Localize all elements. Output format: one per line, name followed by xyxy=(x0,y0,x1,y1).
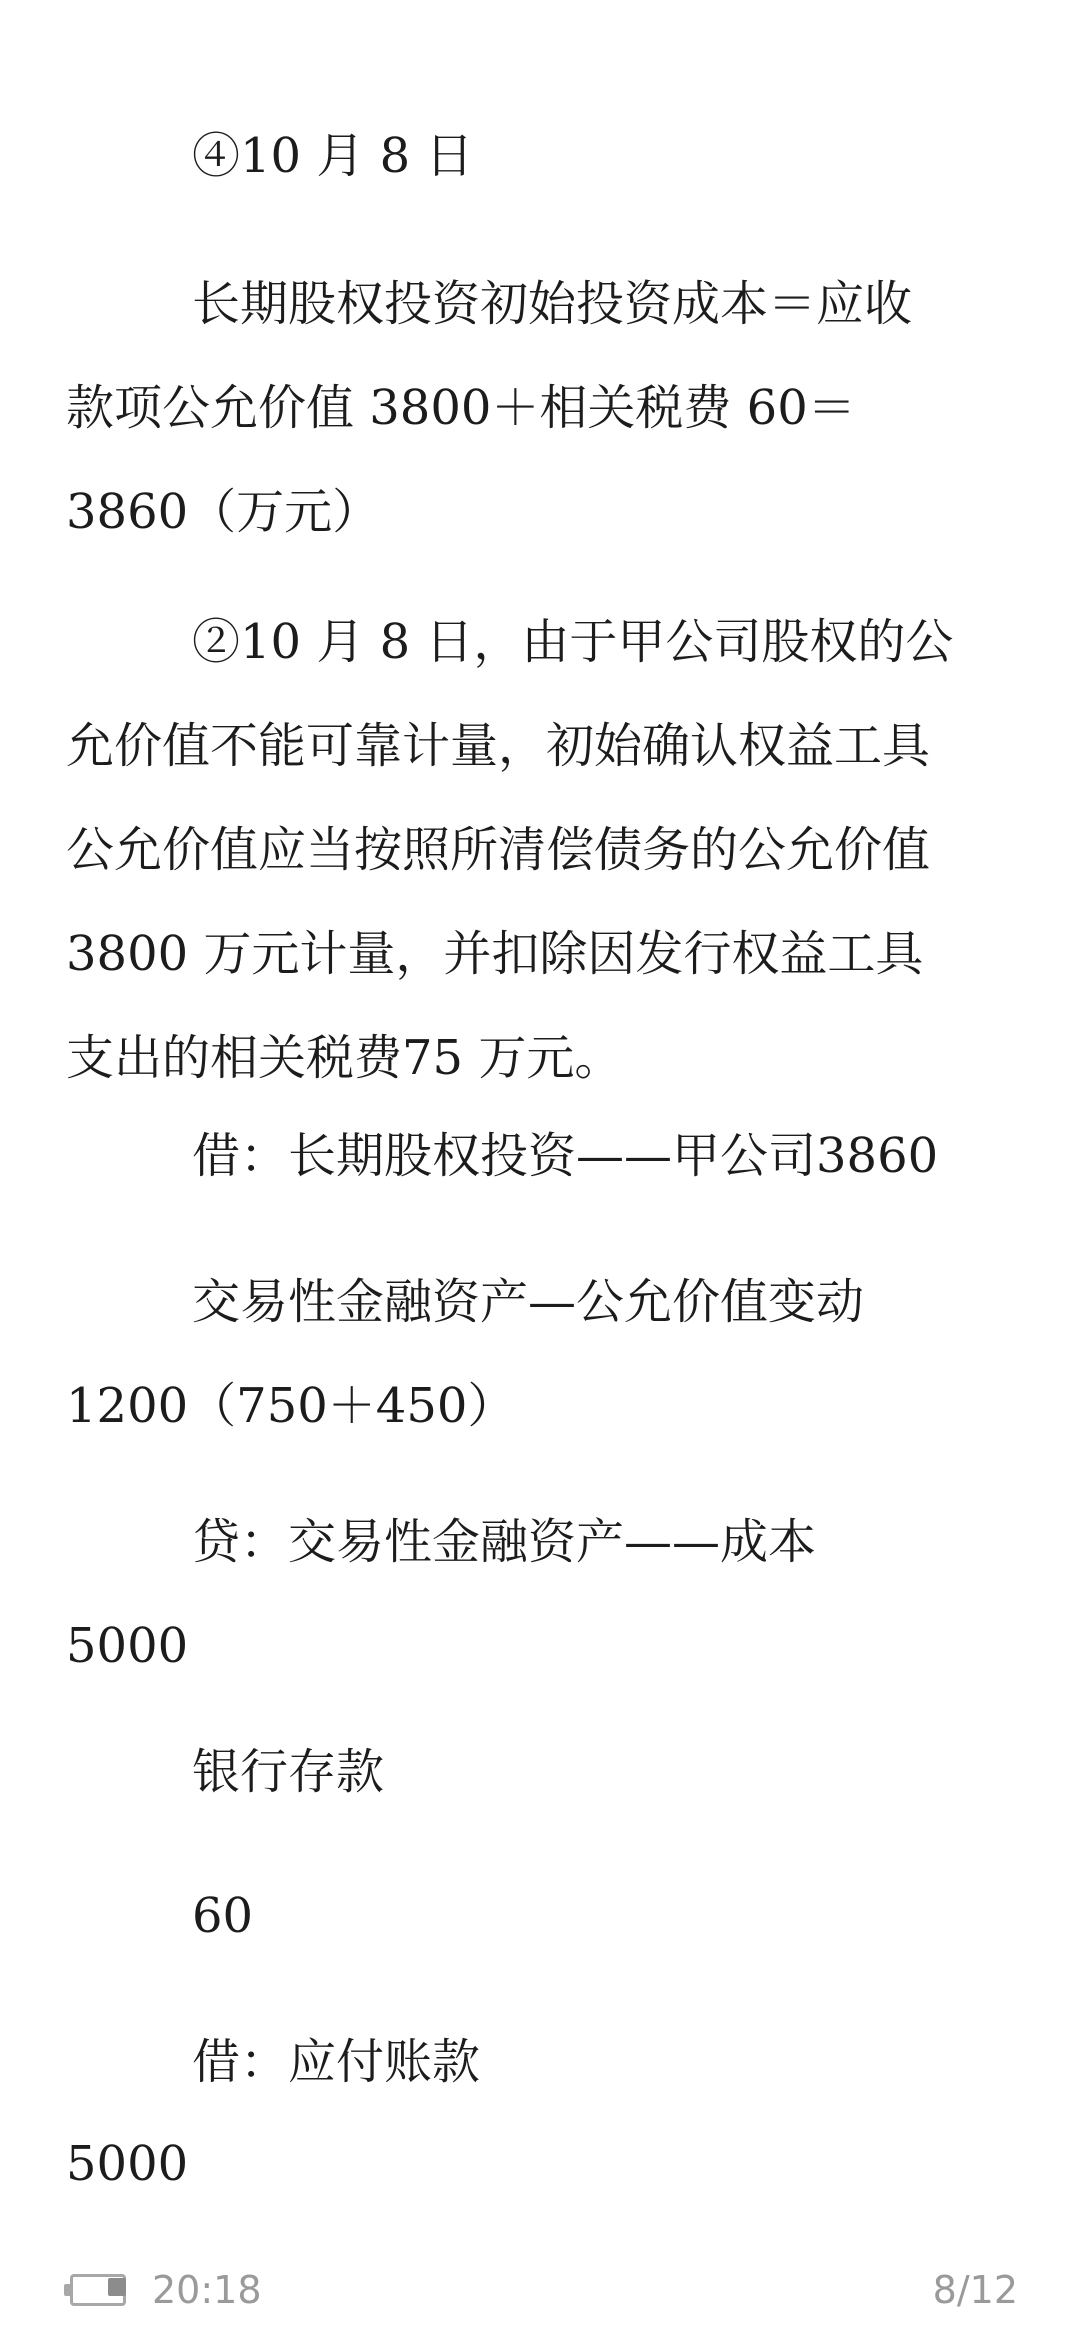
text-line: 借：应付账款 xyxy=(192,2034,481,2090)
text-line: 银行存款 xyxy=(192,1744,385,1800)
text-line: 借：长期股权投资——甲公司3860 xyxy=(192,1128,939,1184)
paragraph-initial-cost xyxy=(0,252,1080,564)
text-line: 5000 xyxy=(66,1618,189,1674)
text-line: 1200（750＋450） xyxy=(66,1378,516,1434)
battery-icon xyxy=(64,2274,130,2306)
text-line: 5000 xyxy=(66,2136,189,2192)
journal-entry-payable-amount xyxy=(0,2112,1080,2216)
clock-time: 20:18 xyxy=(152,2268,262,2312)
text-line: 交易性金融资产—公允价值变动 xyxy=(192,1274,865,1330)
page-indicator: 8/12 xyxy=(932,2268,1018,2312)
text-line: 3800 万元计量，并扣除因发行权益工具 xyxy=(66,926,924,982)
journal-entry-bank xyxy=(0,1720,1080,1824)
text-line: 长期股权投资初始投资成本＝应收 xyxy=(192,276,913,332)
section-heading xyxy=(0,104,1080,208)
text-line: 贷：交易性金融资产——成本 xyxy=(192,1514,817,1570)
text-line: 款项公允价值 3800＋相关税费 60＝ xyxy=(66,380,856,436)
heading-text: ④10 月 8 日 xyxy=(192,128,474,184)
journal-entry-fair-value xyxy=(0,1250,1080,1458)
text-line: 允价值不能可靠计量，初始确认权益工具 xyxy=(66,718,931,774)
paragraph-explanation xyxy=(0,590,1080,1110)
journal-entry-payable xyxy=(0,2010,1080,2114)
battery-level xyxy=(108,2278,126,2296)
text-line: ②10 月 8 日，由于甲公司股权的公 xyxy=(192,614,954,670)
text-line: 60 xyxy=(192,1888,254,1944)
journal-entry-amount xyxy=(0,1864,1080,1968)
text-line: 公允价值应当按照所清偿债务的公允价值 xyxy=(66,822,931,878)
reader-status-bar xyxy=(0,2240,1080,2340)
journal-entry-credit xyxy=(0,1490,1080,1698)
text-line: 支出的相关税费75 万元。 xyxy=(66,1030,623,1086)
text-line: 3860（万元） xyxy=(66,484,381,540)
journal-entry-debit xyxy=(0,1104,1080,1208)
